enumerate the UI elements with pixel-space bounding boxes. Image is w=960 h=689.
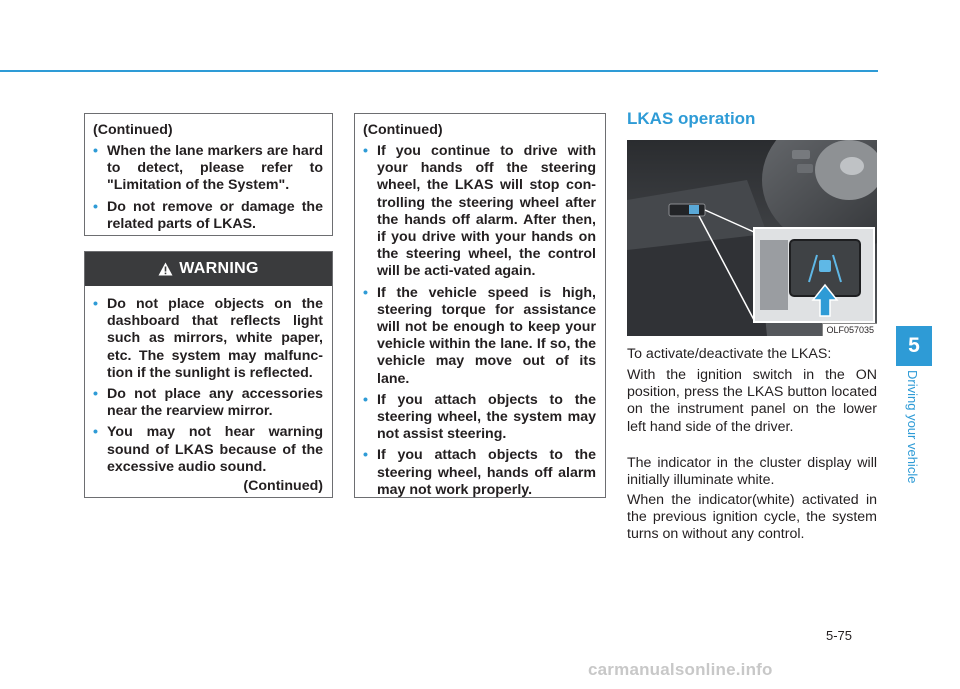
continued-label: (Continued) [363, 122, 443, 138]
continued-caution-box-2 [354, 113, 606, 498]
chapter-tab: 5 [896, 326, 932, 366]
list-item: • If the vehicle speed is high, steering torque for assistance will not be enough to keep your vehicle within the lane. If so, the vehicle may move out of its lane. [363, 284, 596, 387]
warning-box [84, 251, 333, 498]
list-item: • If you continue to drive with your hands off the steering wheel, the LKAS will stop con-trolling the steering wheel after the hands off alarm. After then, if you drive with your hands on the steering wheel, the control will be acti-vated again. [363, 143, 596, 280]
bullet-icon: • [93, 386, 98, 403]
list-item: • Do not place objects on the dashboard that reflects light such as mirrors, white paper, etc. The system may malfunc-tion if the sunlight is reflected. [93, 296, 323, 381]
caution-list [363, 143, 596, 499]
watermark: carmanualsonline.info [588, 660, 773, 679]
list-item: • Do not remove or damage the related parts of LKAS. [93, 198, 323, 232]
bullet-icon: • [363, 143, 368, 159]
bullet-icon: • [93, 143, 98, 159]
list-item: • If you attach objects to the steering wheel, hands off alarm may not work properly. [363, 447, 596, 498]
paragraph: To activate/deactivate the LKAS: [627, 346, 832, 362]
warning-header [85, 252, 332, 286]
warning-list [93, 296, 323, 476]
page-number: 5-75 [826, 628, 853, 643]
image-code: OLF057035 [822, 323, 877, 336]
bullet-icon: • [93, 424, 98, 441]
list-item: • You may not hear warning sound of LKAS because of the excessive audio sound. [93, 424, 323, 475]
warning-title: WARNING [179, 260, 259, 277]
continued-caution-box [84, 113, 333, 236]
list-item: • Do not place any accessories near the rearview mirror. [93, 386, 323, 420]
bullet-icon: • [363, 284, 368, 301]
caution-list [93, 143, 323, 233]
list-item: • When the lane markers are hard to detect, please refer to "Limitation of the System". [93, 143, 323, 194]
continued-label: (Continued) [243, 478, 323, 495]
paragraph: With the ignition switch in the ON position, press the LKAS button located on the instrument panel on the lower left hand side of the driver. [627, 367, 877, 435]
bullet-icon: • [93, 296, 98, 312]
paragraph: The indicator in the cluster display will initially illuminate white. [627, 455, 877, 489]
bullet-icon: • [363, 391, 368, 408]
bullet-icon: • [363, 447, 368, 464]
continued-label: (Continued) [93, 122, 173, 138]
bullet-icon: • [93, 198, 98, 215]
warning-triangle-icon [158, 262, 173, 276]
lkas-button-photo [627, 140, 877, 336]
list-item: • If you attach objects to the steering wheel, the system may not assist steering. [363, 391, 596, 443]
header-rule [0, 70, 878, 72]
paragraph: When the indicator(white) activated in the previous ignition cycle, the system turns on without any control. [627, 492, 877, 543]
section-title: LKAS operation [627, 109, 756, 128]
chapter-title: Driving your vehicle [905, 370, 920, 484]
dashboard-illustration [627, 140, 877, 336]
